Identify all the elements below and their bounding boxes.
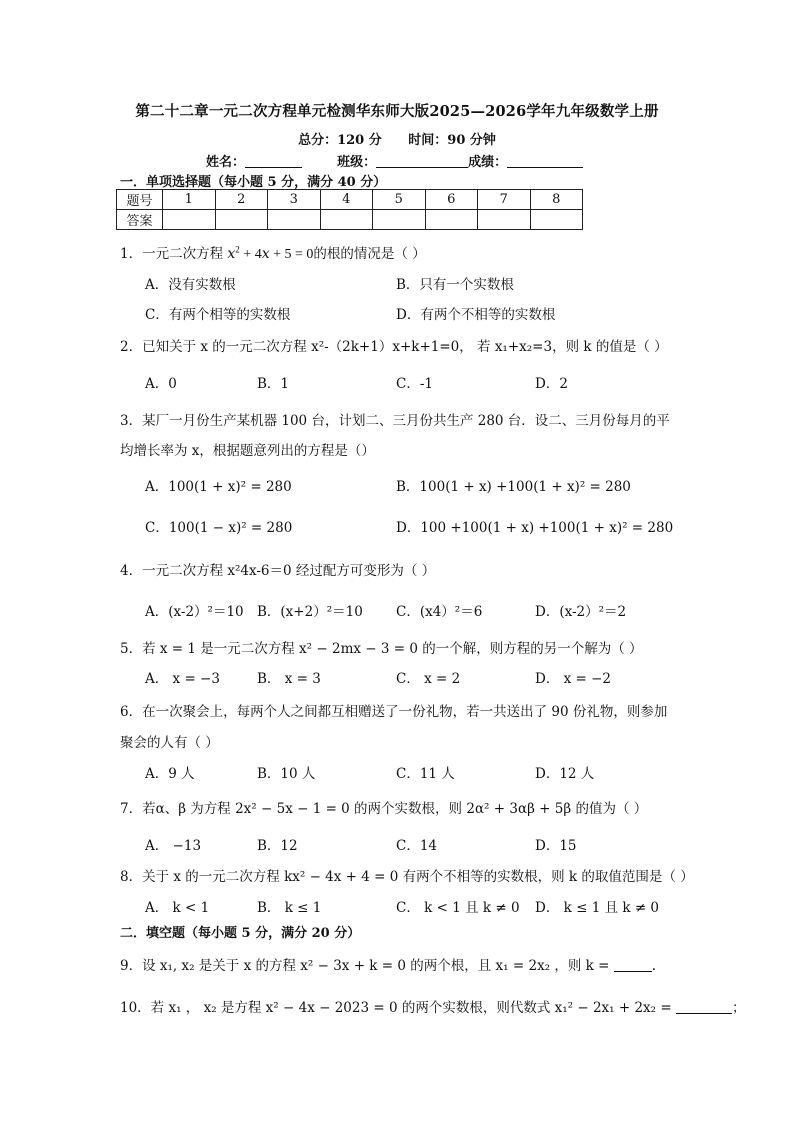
q7-option-c: C．14 — [396, 838, 438, 854]
question-4: 4．一元二次方程 x²4x-6＝0 经过配方可变形为（ ） — [120, 563, 436, 579]
table-cell-number: 5 — [373, 190, 426, 210]
q1-prefix: 1．一元二次方程 — [120, 246, 224, 262]
answer-cell[interactable] — [268, 210, 321, 230]
q5-option-c: C． x = 2 — [396, 671, 461, 687]
table-header-number: 题号 — [117, 190, 163, 210]
q8-option-c: C． k < 1 且 k ≠ 0 — [396, 900, 520, 916]
total-score: 总分：120 分 — [298, 133, 382, 148]
q4-option-c: C．(x4）²＝6 — [396, 604, 483, 620]
student-info — [206, 151, 583, 170]
answer-cell[interactable] — [373, 210, 426, 230]
class-label: 班级： — [337, 155, 377, 170]
q1-option-a: A．没有实数根 — [145, 277, 236, 293]
q3-option-c: C．100(1 − x)² = 280 — [145, 520, 293, 536]
question-8: 8．关于 x 的一元二次方程 kx² − 4x + 4 = 0 有两个不相等的实数根，则 k 的取值范围是（ ） — [120, 869, 694, 885]
q10-text: 10．若 x₁ ， x₂ 是方程 x² − 4x − 2023 = 0 的两个实数根，则代数式 x₁² − 2x₁ + 2x₂ = — [120, 1000, 672, 1016]
exam-meta — [0, 129, 794, 148]
question-9 — [120, 954, 656, 974]
answer-cell[interactable] — [530, 210, 583, 230]
exam-title: 第二十二章一元二次方程单元检测华东师大版2025—2026学年九年级数学上册 — [135, 103, 659, 120]
table-header-answer: 答案 — [117, 210, 163, 230]
q1-option-d: D．有两个不相等的实数根 — [396, 307, 556, 323]
question-7: 7．若α、β 为方程 2x² − 5x − 1 = 0 的两个实数根，则 2α² + 3αβ + 5β 的值为（ ） — [120, 801, 648, 817]
table-cell-number: 8 — [530, 190, 583, 210]
q9-end: . — [651, 958, 657, 974]
q2-option-a: A．0 — [145, 376, 177, 392]
score-blank[interactable] — [507, 155, 583, 168]
q7-option-d: D．15 — [535, 838, 577, 854]
answer-table-row-answers — [117, 210, 583, 230]
answer-table — [116, 189, 583, 230]
q6-option-c: C．11 人 — [396, 766, 455, 782]
q1-option-b: B．只有一个实数根 — [396, 277, 514, 293]
q7-option-b: B．12 — [257, 838, 298, 854]
q1-option-c: C．有两个相等的实数根 — [145, 307, 291, 323]
q10-answer-blank[interactable] — [676, 1001, 732, 1014]
q9-text: 9．设 x₁, x₂ 是关于 x 的方程 x² − 3x + k = 0 的两个根，且 x₁ = 2x₂ ，则 k = — [120, 958, 610, 974]
q4-option-b: B．(x+2）²＝10 — [257, 604, 363, 620]
q5-option-d: D． x = −2 — [535, 671, 612, 687]
q8-option-a: A． k < 1 — [145, 900, 210, 916]
question-2: 2．已知关于 x 的一元二次方程 x²-（2k+1）x+k+1=0， 若 x₁+x₂=3，则 k 的值是（ ） — [120, 339, 668, 355]
name-blank[interactable] — [245, 155, 302, 168]
q6-option-d: D．12 人 — [535, 766, 595, 782]
section2-title: 二．填空题（每小题 5 分，满分 20 分） — [120, 926, 361, 941]
q4-option-a: A．(x-2）²＝10 — [145, 604, 244, 620]
answer-cell[interactable] — [478, 210, 531, 230]
question-3-line2: 均增长率为 x，根据题意列出的方程是（） — [120, 443, 375, 459]
table-cell-number: 1 — [163, 190, 216, 210]
score-label: 成绩： — [468, 155, 508, 170]
q5-option-a: A． x = −3 — [145, 671, 220, 687]
question-1 — [120, 242, 426, 263]
question-6-line2: 聚会的人有（ ） — [120, 735, 219, 751]
exam-time: 时间：90 分钟 — [408, 133, 496, 148]
table-cell-number: 7 — [478, 190, 531, 210]
section1-title: 一．单项选择题（每小题 5 分，满分 40 分） — [120, 175, 387, 190]
q2-option-d: D．2 — [535, 376, 568, 392]
table-cell-number: 4 — [320, 190, 373, 210]
question-5: 5．若 x = 1 是一元二次方程 x² − 2mx − 3 = 0 的一个解，则方程的另一个解为（ ） — [120, 641, 643, 657]
table-cell-number: 2 — [215, 190, 268, 210]
name-label: 姓名： — [206, 155, 246, 170]
q3-option-b: B．100(1 + x) +100(1 + x)² = 280 — [396, 479, 631, 495]
answer-cell[interactable] — [425, 210, 478, 230]
q1-suffix: 的根的情况是（ ） — [313, 246, 426, 262]
question-6-line1: 6．在一次聚会上，每两个人之间都互相赠送了一份礼物，若一共送出了 90 份礼物，则参加 — [120, 704, 668, 720]
question-3-line1: 3．某厂一月份生产某机器 100 台，计划二、三月份共生产 280 台．设二、三月份每月的平 — [120, 413, 670, 429]
q6-option-a: A．9 人 — [145, 766, 195, 782]
table-cell-number: 3 — [268, 190, 321, 210]
table-cell-number: 6 — [425, 190, 478, 210]
q8-option-b: B． k ≤ 1 — [257, 900, 322, 916]
q1-equation: $x^2 + 4x + 5 = 0$ — [227, 244, 314, 262]
answer-table-row-numbers — [117, 190, 583, 210]
q3-option-d: D．100 +100(1 + x) +100(1 + x)² = 280 — [396, 520, 674, 536]
q4-option-d: D．(x-2）²＝2 — [535, 604, 627, 620]
question-10 — [120, 996, 745, 1016]
q3-option-a: A．100(1 + x)² = 280 — [145, 479, 292, 495]
q8-option-d: D． k ≤ 1 且 k ≠ 0 — [535, 900, 660, 916]
q2-option-c: C．-1 — [396, 376, 433, 392]
q10-end: ； — [731, 1000, 746, 1016]
answer-cell[interactable] — [320, 210, 373, 230]
q9-answer-blank[interactable] — [614, 959, 652, 972]
q2-option-b: B．1 — [257, 376, 290, 392]
class-blank[interactable] — [376, 155, 468, 168]
q7-option-a: A． −13 — [145, 838, 202, 854]
q6-option-b: B．10 人 — [257, 766, 316, 782]
q5-option-b: B． x = 3 — [257, 671, 321, 687]
answer-cell[interactable] — [163, 210, 216, 230]
answer-cell[interactable] — [215, 210, 268, 230]
